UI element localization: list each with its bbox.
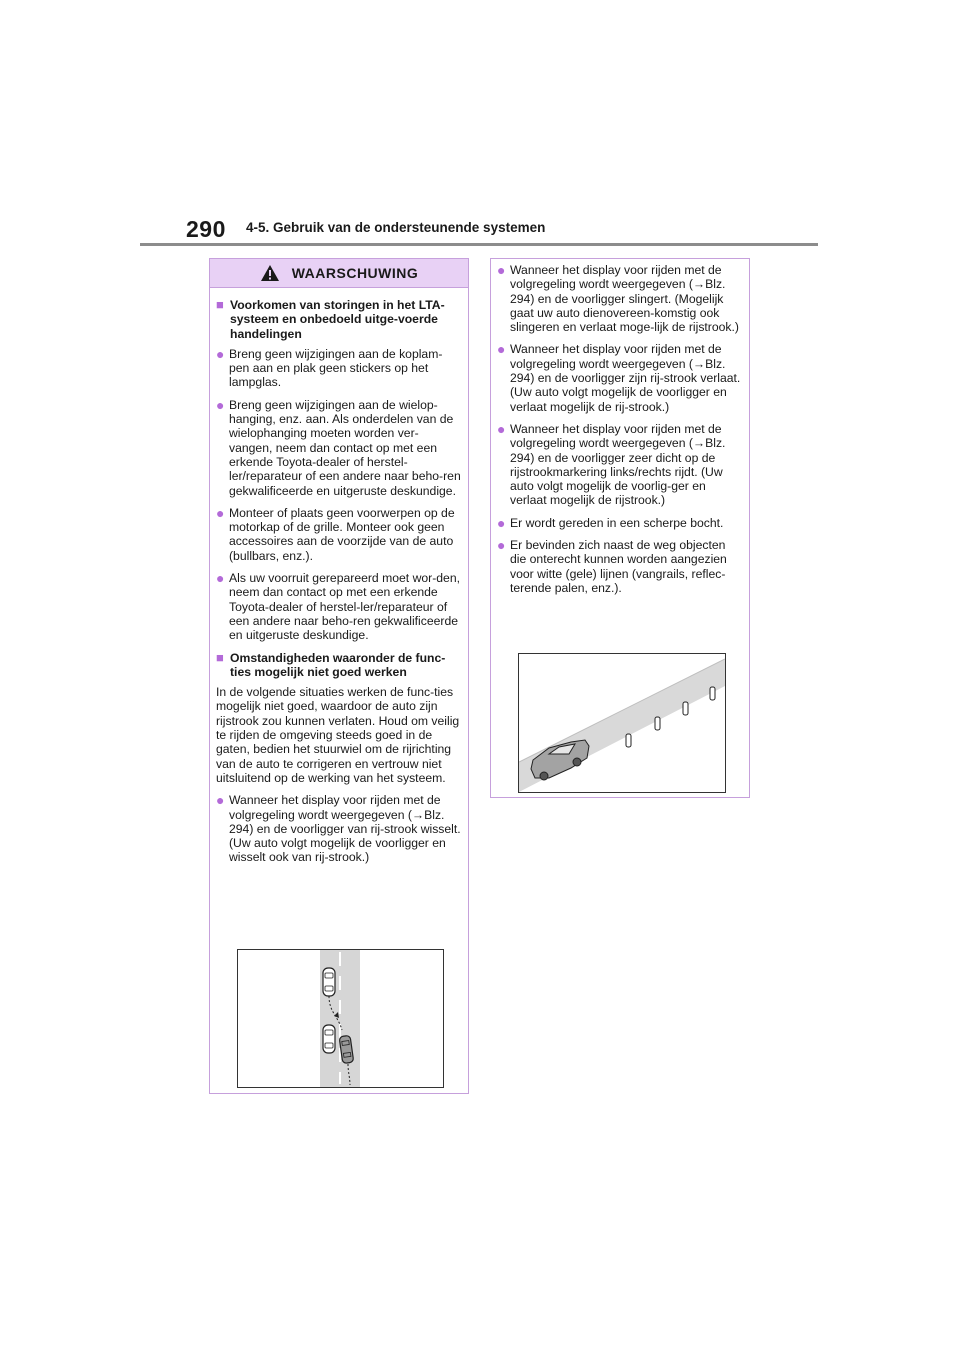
list-item (497, 516, 743, 530)
warning-triangle-icon (260, 264, 280, 282)
list-item-text: Wanneer het display voor rijden met de volgregeling wordt weergegeven (→Blz. 294) en de voorligger zeer dicht op de rijstrookmarkering links/rechts rijdt. (Uw auto volgt mogelijk de voorlig-ger en verlaat mogelijk de rijstrook.) (510, 421, 726, 508)
circle-bullet-icon: ● (497, 514, 506, 531)
warning-content-right (491, 259, 749, 595)
section-heading (216, 651, 462, 680)
list-item-text: Wanneer het display voor rijden met de volgregeling wordt weergegeven (→Blz. 294) en de voorligger van rij-strook wisselt. (Uw auto volgt mogelijk de voorligger en wisselt ook van rij-strook.) (229, 793, 461, 865)
warning-title: WAARSCHUWING (291, 265, 419, 281)
warning-content-left (210, 288, 468, 865)
list-item (497, 342, 743, 413)
roadside-objects-illustration (518, 653, 726, 793)
circle-bullet-icon: ● (497, 341, 506, 358)
body-paragraph: In de volgende situaties werken de func-ties mogelijk niet goed, waardoor de auto zijn rijstrook zou kunnen verlaten. Houd om veilig te rijden de omgeving steeds goed in de gaten, bedien het stuurwiel om de rijrichting van de auto te corrigeren en vertrouw niet uitsluitend op de werking van het systeem. (216, 685, 460, 785)
list-item-text: Er bevinden zich naast de weg objecten die onterecht kunnen worden aangezien voor witte (gele) lijnen (vangrails, reflec-terende palen, enz.). (510, 538, 727, 595)
circle-bullet-icon: ● (216, 345, 225, 362)
section-title: 4-5. Gebruik van de ondersteunende systemen (246, 220, 546, 235)
list-item (216, 571, 462, 642)
list-item-text: Monteer of plaats geen voorwerpen op de motorkap of de grille. Monteer ook geen accessoires aan de voorzijde van de auto (bullbars, enz.). (229, 505, 455, 563)
list-item (216, 793, 462, 864)
square-bullet-icon: ■ (216, 649, 224, 665)
list-item (497, 538, 743, 595)
list-item-text: Breng geen wijzigingen aan de koplam-pen aan en plak geen stickers op het lampglas. (229, 346, 443, 390)
other-car-icon (323, 1025, 335, 1053)
heading-text: Voorkomen van storingen in het LTA-systeem en onbedoeld uitge-voerde handelingen (230, 298, 445, 341)
circle-bullet-icon: ● (216, 396, 225, 413)
list-item (216, 398, 462, 498)
header-divider (140, 243, 818, 246)
circle-bullet-icon: ● (497, 420, 506, 437)
warning-box-left (209, 258, 469, 1094)
list-item-text: Wanneer het display voor rijden met de volgregeling wordt weergegeven (→Blz. 294) en de voorligger slingert. (Mogelijk gaat uw auto dienovereen-komstig ook slingeren en verlaat moge-lijk de rijstrook.) (510, 263, 739, 335)
section-heading (216, 298, 462, 341)
list-item-text: Wanneer het display voor rijden met de volgregeling wordt weergegeven (→Blz. 294) en de voorligger zijn rij-strook verlaat. (Uw auto volgt mogelijk de voorligger en verlaat mogelijk de rij-strook.) (510, 342, 741, 414)
circle-bullet-icon: ● (216, 792, 225, 809)
circle-bullet-icon: ● (497, 262, 506, 278)
circle-bullet-icon: ● (216, 504, 225, 521)
list-item (216, 506, 462, 563)
list-item (497, 422, 743, 508)
list-item-text: Breng geen wijzigingen aan de wielop-hanging, enz. aan. Als onderdelen van de wielophanging moeten worden ver-vangen, neem dan contact op met een erkende Toyota-dealer of herstel-ler/reparateur of een andere naar beho-ren gekwalificeerde en uitgeruste deskundige. (229, 397, 461, 498)
circle-bullet-icon: ● (216, 570, 225, 587)
list-item (497, 263, 743, 334)
lane-change-illustration (237, 949, 444, 1088)
list-item-text: Er wordt gereden in een scherpe bocht. (510, 515, 724, 530)
lead-car-icon (323, 968, 335, 996)
square-bullet-icon: ■ (216, 297, 224, 312)
list-item-text: Als uw voorruit gerepareerd moet wor-den, neem dan contact op met een erkende Toyota-dealer of herstel-ler/reparateur of een andere naar beho-ren gekwalificeerde en uitgeruste deskundige. (229, 571, 460, 643)
page-number: 290 (186, 216, 226, 242)
circle-bullet-icon: ● (497, 537, 506, 554)
warning-header (210, 259, 468, 288)
warning-box-right (490, 258, 750, 798)
list-item (216, 347, 462, 390)
car-icon (531, 740, 589, 780)
heading-text: Omstandigheden waaronder de func-ties mogelijk niet goed werken (230, 650, 446, 679)
